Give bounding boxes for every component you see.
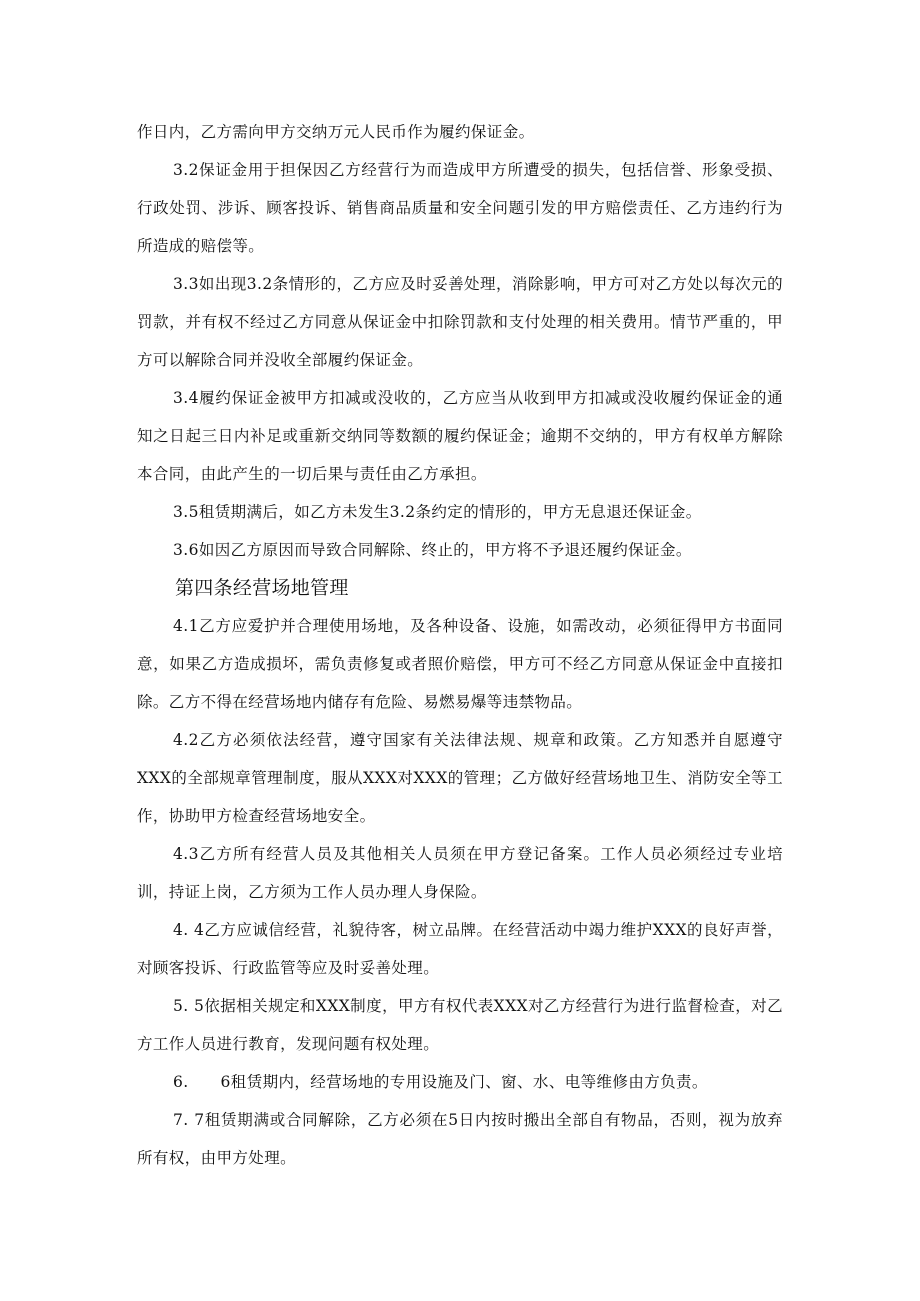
clause-3-5: 3.5租赁期满后，如乙方未发生3.2条约定的情形的，甲方无息退还保证金。 bbox=[173, 503, 702, 521]
clause-4-4: 4. 4乙方应诚信经营，礼貌待客，树立品牌。在经营活动中竭力维护XXX的良好声誉，对顾客投诉、行政监管等应及时妥善处理。 bbox=[137, 921, 783, 977]
clause-3-6: 3.6如因乙方原因而导致合同解除、终止的，甲方将不予退还履约保证金。 bbox=[173, 541, 692, 559]
clause-6-6: 6. 6租赁期内，经营场地的专用设施及门、窗、水、电等维修由方负责。 bbox=[173, 1073, 708, 1091]
clause-3-2: 3.2保证金用于担保因乙方经营行为而造成甲方所遭受的损失，包括信誉、形象受损、行政处罚、涉诉、顾客投诉、销售商品质量和安全问题引发的甲方赔偿责任、乙方违约行为所造成的赔偿等。 bbox=[137, 161, 783, 255]
clause-4-1: 4.1乙方应爱护并合理使用场地，及各种设备、设施，如需改动，必须征得甲方书面同意，如果乙方造成损坏，需负责修复或者照价赔偿，甲方可不经乙方同意从保证金中直接扣除。乙方不得在经营场地内储存有危险、易燃易爆等违禁物品。 bbox=[137, 617, 783, 711]
clause-5-5: 5. 5依据相关规定和XXX制度，甲方有权代表XXX对乙方经营行为进行监督检查，对乙方工作人员进行教育，发现问题有权处理。 bbox=[137, 997, 783, 1053]
clause-4-2: 4.2乙方必须依法经营，遵守国家有关法律法规、规章和政策。乙方知悉并自愿遵守XXX的全部规章管理制度，服从XXX对XXX的管理；乙方做好经营场地卫生、消防安全等工作，协助甲方检查经营场地安全。 bbox=[137, 731, 783, 825]
clause-3-3: 3.3如出现3.2条情形的，乙方应及时妥善处理，消除影响，甲方可对乙方处以每次元的罚款，并有权不经过乙方同意从保证金中扣除罚款和支付处理的相关费用。情节严重的，甲方可以解除合同并没收全部履约保证金。 bbox=[137, 275, 783, 369]
section-heading-article-4: 第四条经营场地管理 bbox=[175, 577, 349, 599]
paragraph-continuation: 作日内，乙方需向甲方交纳万元人民币作为履约保证金。 bbox=[137, 123, 535, 141]
document-body bbox=[137, 113, 783, 1177]
clause-7-7: 7. 7租赁期满或合同解除，乙方必须在5日内按时搬出全部自有物品，否则，视为放弃所有权，由甲方处理。 bbox=[137, 1111, 783, 1167]
clause-4-3: 4.3乙方所有经营人员及其他相关人员须在甲方登记备案。工作人员必须经过专业培训，持证上岗，乙方须为工作人员办理人身保险。 bbox=[137, 845, 783, 901]
clause-3-4: 3.4履约保证金被甲方扣减或没收的，乙方应当从收到甲方扣减或没收履约保证金的通知之日起三日内补足或重新交纳同等数额的履约保证金；逾期不交纳的，甲方有权单方解除本合同，由此产生的一切后果与责任由乙方承担。 bbox=[137, 389, 783, 483]
